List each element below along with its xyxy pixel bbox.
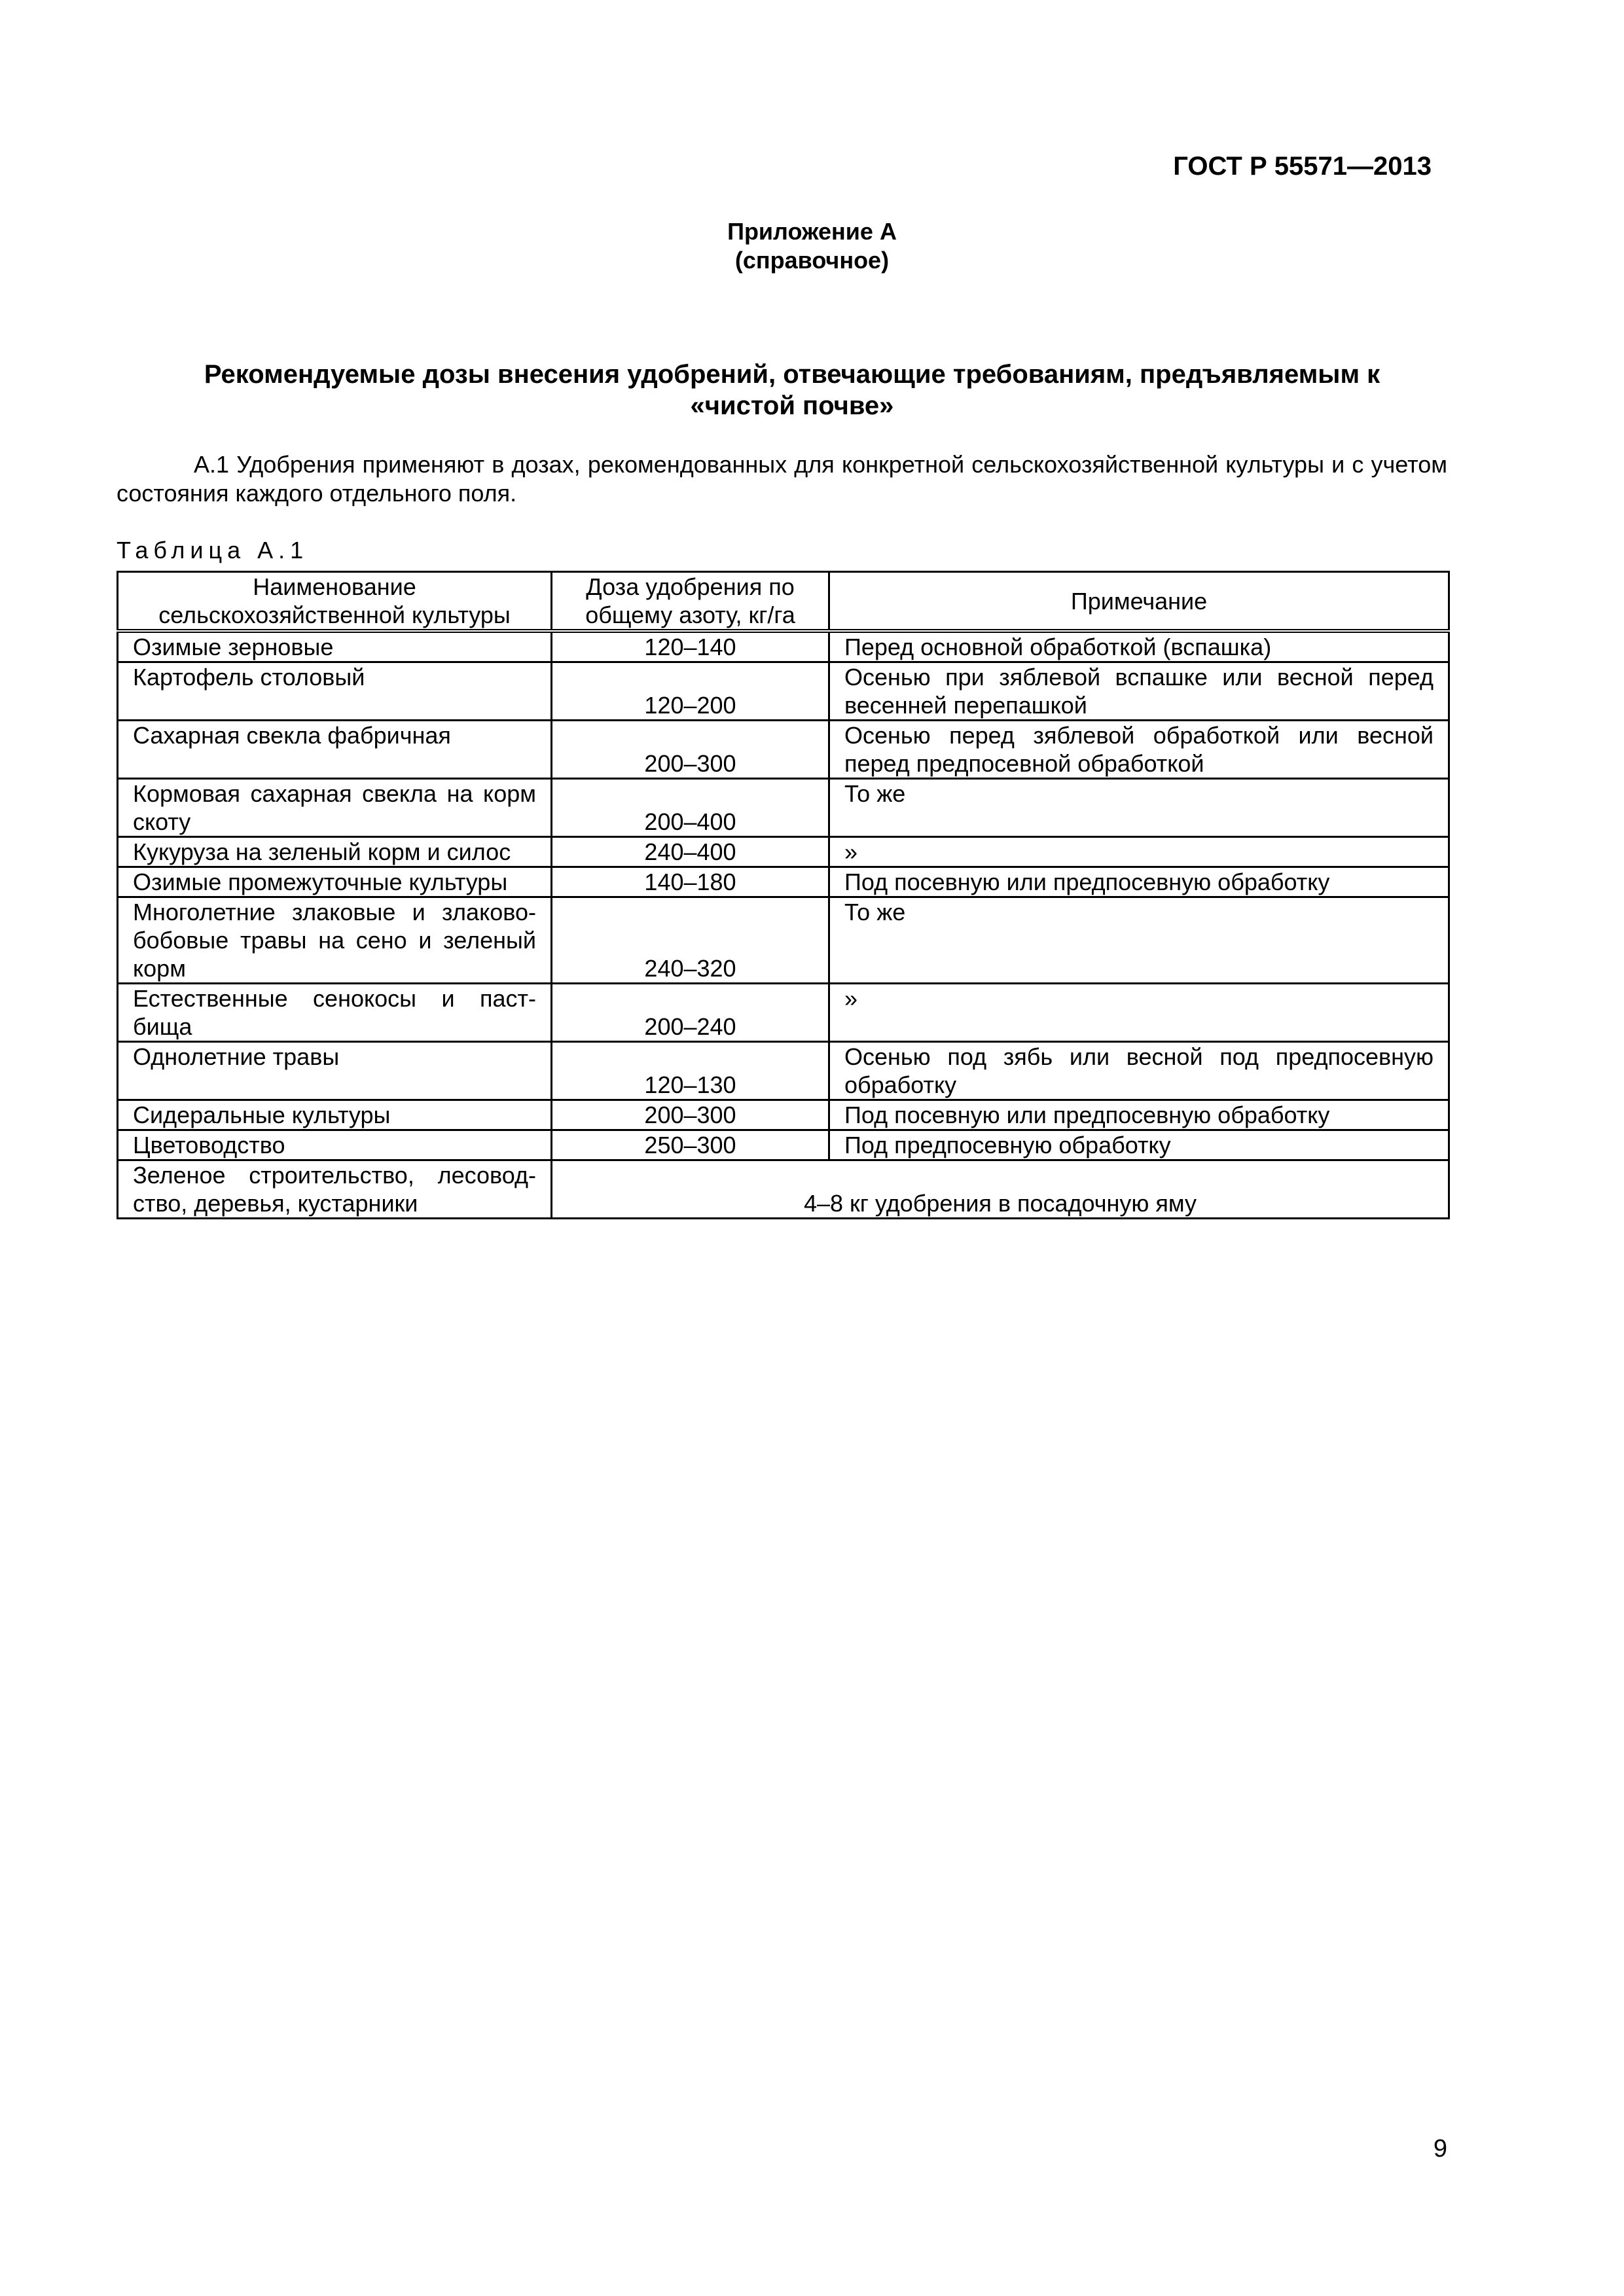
cell-crop: Однолетние травы xyxy=(118,1042,552,1100)
table-row xyxy=(118,1042,1449,1100)
table-row xyxy=(118,779,1449,837)
cell-dose: 240–400 xyxy=(552,837,829,867)
header-dose: Доза удобрения по общему азоту, кг/га xyxy=(552,572,829,632)
table-row xyxy=(118,984,1449,1042)
cell-note: » xyxy=(829,837,1449,867)
cell-merged-dose-note: 4–8 кг удобрения в посадочную яму xyxy=(552,1160,1449,1219)
annex-type: (справочное) xyxy=(734,247,890,274)
cell-note: Осенью под зябь или весной под предпосевную обработку xyxy=(829,1042,1449,1100)
table-row xyxy=(118,1130,1449,1160)
cell-note: Перед основной обработкой (вспашка) xyxy=(829,631,1449,662)
section-title-line2: «чистой почве» xyxy=(690,391,894,420)
cell-crop: Естественные сенокосы и паст-бища xyxy=(118,984,552,1042)
table-row xyxy=(118,631,1449,662)
cell-note: Под посевную или предпосевную обработку xyxy=(829,867,1449,897)
cell-note: Осенью перед зяблевой обработкой или весной перед предпосевной обработкой xyxy=(829,721,1449,779)
cell-dose: 120–130 xyxy=(552,1042,829,1100)
cell-dose: 200–300 xyxy=(552,1100,829,1130)
cell-dose: 120–140 xyxy=(552,631,829,662)
document-code: ГОСТ Р 55571—2013 xyxy=(1173,152,1432,181)
cell-dose: 200–240 xyxy=(552,984,829,1042)
cell-crop: Озимые зерновые xyxy=(118,631,552,662)
table-row xyxy=(118,837,1449,867)
cell-note: Под посевную или предпосевную обработку xyxy=(829,1100,1449,1130)
cell-note: Осенью при зяблевой вспашке или весной перед весенней перепашкой xyxy=(829,662,1449,721)
cell-crop: Озимые промежуточные культуры xyxy=(118,867,552,897)
section-title-line1: Рекомендуемые дозы внесения удобрений, отвечающие требованиям, предъявляемым к xyxy=(204,360,1380,389)
page-number: 9 xyxy=(1433,2135,1447,2162)
annex-heading xyxy=(0,217,1624,275)
cell-crop: Сидеральные культуры xyxy=(118,1100,552,1130)
fertilizer-table xyxy=(117,571,1450,1219)
header-crop: Наименование сельскохозяйственной культуры xyxy=(118,572,552,632)
cell-dose: 250–300 xyxy=(552,1130,829,1160)
table-row xyxy=(118,897,1449,984)
cell-dose: 120–200 xyxy=(552,662,829,721)
cell-note: » xyxy=(829,984,1449,1042)
table-row xyxy=(118,662,1449,721)
intro-paragraph: А.1 Удобрения применяют в дозах, рекомендованных для конкретной сельскохозяйственной культуры и с учетом состояния каждого отдельного поля. xyxy=(117,451,1447,507)
cell-note: Под предпосевную обработку xyxy=(829,1130,1449,1160)
table-row xyxy=(118,1160,1449,1219)
section-title xyxy=(151,359,1434,422)
cell-note: То же xyxy=(829,779,1449,837)
cell-dose: 140–180 xyxy=(552,867,829,897)
table-row xyxy=(118,867,1449,897)
cell-dose: 240–320 xyxy=(552,897,829,984)
cell-crop: Картофель столовый xyxy=(118,662,552,721)
cell-crop: Сахарная свекла фабричная xyxy=(118,721,552,779)
cell-crop: Кормовая сахарная свекла на корм скоту xyxy=(118,779,552,837)
table-caption: Таблица А.1 xyxy=(117,537,309,564)
cell-crop: Зеленое строительство, лесовод-ство, деревья, кустарники xyxy=(118,1160,552,1219)
table-header-row xyxy=(118,572,1449,632)
table-row xyxy=(118,1100,1449,1130)
cell-crop: Кукуруза на зеленый корм и силос xyxy=(118,837,552,867)
cell-dose: 200–400 xyxy=(552,779,829,837)
cell-crop: Многолетние злаковые и злаково-бобовые травы на сено и зеленый корм xyxy=(118,897,552,984)
header-note: Примечание xyxy=(829,572,1449,632)
cell-note: То же xyxy=(829,897,1449,984)
cell-crop: Цветоводство xyxy=(118,1130,552,1160)
cell-dose: 200–300 xyxy=(552,721,829,779)
table-row xyxy=(118,721,1449,779)
annex-label: Приложение А xyxy=(727,218,897,245)
